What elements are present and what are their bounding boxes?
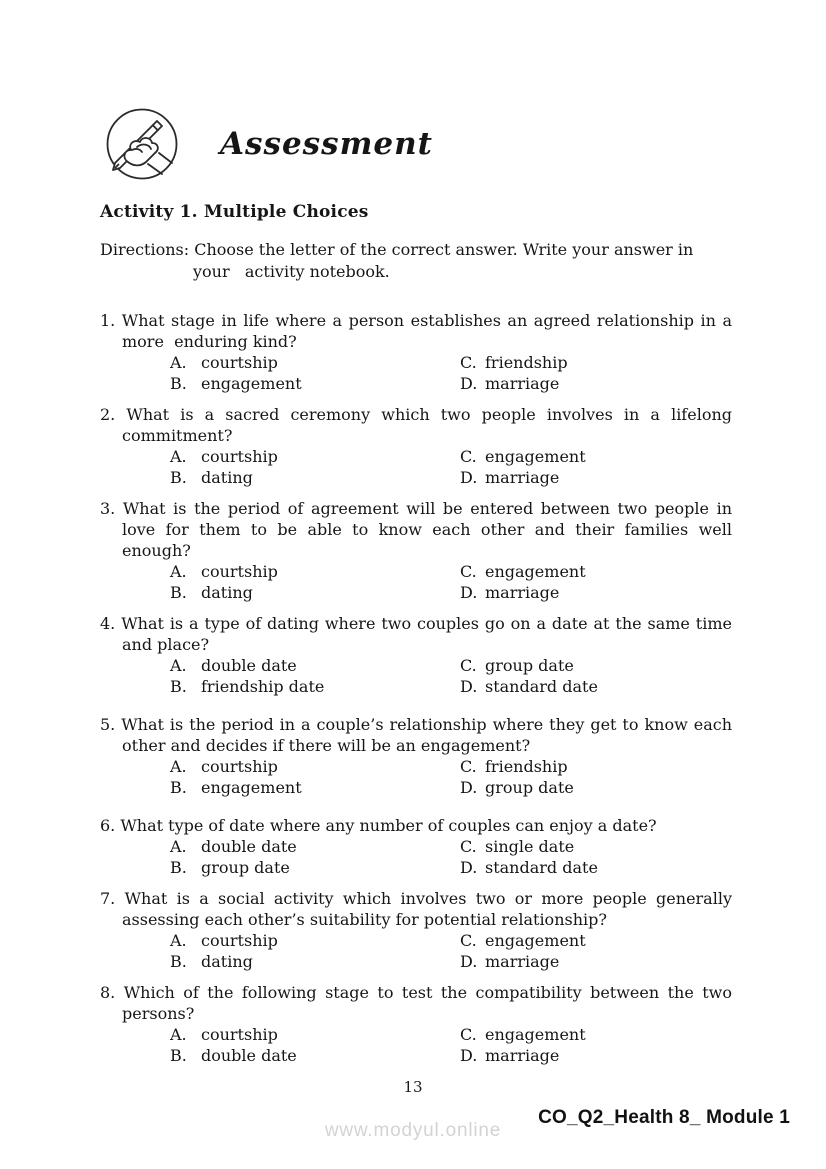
- option-letter: B.: [170, 374, 187, 393]
- option-c: [460, 836, 732, 857]
- options-grid: [170, 446, 732, 488]
- options-grid: [170, 756, 732, 798]
- question-text: [100, 613, 732, 655]
- option-letter: A.: [170, 562, 187, 581]
- option-text: courtship: [201, 447, 278, 466]
- option-c: [460, 1024, 732, 1045]
- option-letter: C.: [460, 353, 477, 372]
- option-text: engagement: [485, 1025, 586, 1044]
- question-number: 2.: [100, 405, 116, 424]
- options-grid: [170, 1024, 732, 1066]
- question-text: [100, 714, 732, 756]
- question-number: 1.: [100, 311, 116, 330]
- option-letter: B.: [170, 778, 187, 797]
- question-number: 7.: [100, 889, 116, 908]
- question-number: 4.: [100, 614, 116, 633]
- question-item-3: [100, 498, 732, 603]
- option-text: standard date: [485, 677, 598, 696]
- option-text: courtship: [201, 931, 278, 950]
- option-text: courtship: [201, 1025, 278, 1044]
- question-body: Which of the following stage to test the compatibility between the two persons?: [122, 983, 732, 1023]
- option-letter: C.: [460, 656, 477, 675]
- directions: [100, 239, 732, 283]
- writing-hand-icon: [104, 106, 180, 182]
- option-b: [170, 1045, 460, 1066]
- option-d: [460, 373, 732, 394]
- option-letter: C.: [460, 562, 477, 581]
- option-letter: C.: [460, 931, 477, 950]
- option-letter: B.: [170, 952, 187, 971]
- option-d: [460, 951, 732, 972]
- option-b: [170, 777, 460, 798]
- question-text: [100, 982, 732, 1024]
- page-number: 13: [403, 1078, 423, 1096]
- option-letter: A.: [170, 931, 187, 950]
- option-text: group date: [201, 858, 290, 877]
- question-text: [100, 310, 732, 352]
- page-content: [100, 106, 732, 1076]
- option-c: [460, 930, 732, 951]
- option-a: [170, 756, 460, 777]
- option-letter: D.: [460, 374, 478, 393]
- options-grid: [170, 352, 732, 394]
- option-text: marriage: [485, 1046, 560, 1065]
- question-body: What stage in life where a person establishes an agreed relationship in a more enduring kind?: [121, 311, 733, 351]
- question-number: 3.: [100, 499, 116, 518]
- options-grid: [170, 655, 732, 697]
- option-text: engagement: [485, 931, 586, 950]
- option-text: courtship: [201, 562, 278, 581]
- question-body: What is the period of agreement will be entered between two people in love for them to be able to know each other and their families well enough?: [122, 499, 732, 560]
- option-text: engagement: [201, 778, 302, 797]
- option-d: [460, 582, 732, 603]
- option-letter: C.: [460, 447, 477, 466]
- question-body: What type of date where any number of couples can enjoy a date?: [120, 816, 657, 835]
- option-text: engagement: [201, 374, 302, 393]
- option-letter: D.: [460, 778, 478, 797]
- question-body: What is a sacred ceremony which two people involves in a lifelong commitment?: [122, 405, 732, 445]
- assessment-header: [104, 106, 732, 182]
- option-letter: D.: [460, 468, 478, 487]
- option-d: [460, 676, 732, 697]
- question-body: What is a type of dating where two couples go on a date at the same time and place?: [121, 614, 732, 654]
- option-text: double date: [201, 837, 297, 856]
- question-item-4: [100, 613, 732, 697]
- option-b: [170, 373, 460, 394]
- option-text: marriage: [485, 583, 560, 602]
- option-d: [460, 857, 732, 878]
- option-letter: D.: [460, 1046, 478, 1065]
- option-letter: C.: [460, 837, 477, 856]
- question-list: [100, 310, 732, 1066]
- option-text: marriage: [485, 952, 560, 971]
- option-a: [170, 352, 460, 373]
- option-letter: A.: [170, 1025, 187, 1044]
- option-b: [170, 582, 460, 603]
- option-letter: A.: [170, 837, 187, 856]
- option-c: [460, 561, 732, 582]
- option-c: [460, 756, 732, 777]
- option-text: standard date: [485, 858, 598, 877]
- question-item-8: [100, 982, 732, 1066]
- option-b: [170, 676, 460, 697]
- option-text: double date: [201, 656, 297, 675]
- option-a: [170, 836, 460, 857]
- directions-line-2: your activity notebook.: [193, 262, 390, 281]
- question-text: [100, 888, 732, 930]
- question-item-6: [100, 815, 732, 878]
- option-b: [170, 857, 460, 878]
- question-item-5: [100, 714, 732, 798]
- option-letter: A.: [170, 353, 187, 372]
- option-letter: D.: [460, 677, 478, 696]
- question-number: 8.: [100, 983, 116, 1002]
- option-a: [170, 930, 460, 951]
- option-letter: B.: [170, 1046, 187, 1065]
- option-letter: A.: [170, 447, 187, 466]
- option-letter: D.: [460, 583, 478, 602]
- option-letter: D.: [460, 858, 478, 877]
- option-text: marriage: [485, 374, 560, 393]
- option-text: friendship: [485, 353, 568, 372]
- question-item-7: [100, 888, 732, 972]
- option-letter: C.: [460, 1025, 477, 1044]
- question-item-2: [100, 404, 732, 488]
- option-text: group date: [485, 778, 574, 797]
- activity-heading: Activity 1. Multiple Choices: [100, 202, 369, 222]
- option-d: [460, 467, 732, 488]
- option-text: single date: [485, 837, 575, 856]
- directions-line-1: Directions: Choose the letter of the correct answer. Write your answer in: [100, 240, 694, 259]
- options-grid: [170, 930, 732, 972]
- option-d: [460, 1045, 732, 1066]
- option-text: courtship: [201, 757, 278, 776]
- options-grid: [170, 836, 732, 878]
- option-text: courtship: [201, 353, 278, 372]
- option-text: group date: [485, 656, 574, 675]
- option-a: [170, 655, 460, 676]
- option-a: [170, 1024, 460, 1045]
- watermark: www.modyul.online: [324, 1120, 502, 1141]
- question-text: [100, 815, 732, 836]
- option-letter: B.: [170, 583, 187, 602]
- options-grid: [170, 561, 732, 603]
- question-body: What is the period in a couple’s relationship where they get to know each other and decides if there will be an engagement?: [121, 715, 733, 755]
- option-text: engagement: [485, 447, 586, 466]
- option-letter: C.: [460, 757, 477, 776]
- option-c: [460, 446, 732, 467]
- option-letter: A.: [170, 757, 187, 776]
- question-body: What is a social activity which involves two or more people generally assessing each other’s suitability for potential relationship?: [122, 889, 732, 929]
- option-text: friendship date: [201, 677, 325, 696]
- option-letter: A.: [170, 656, 187, 675]
- question-number: 5.: [100, 715, 116, 734]
- option-c: [460, 352, 732, 373]
- question-text: [100, 498, 732, 561]
- option-text: double date: [201, 1046, 297, 1065]
- option-text: dating: [201, 583, 253, 602]
- question-text: [100, 404, 732, 446]
- option-text: dating: [201, 952, 253, 971]
- page-title: Assessment: [220, 126, 433, 162]
- option-text: dating: [201, 468, 253, 487]
- module-footer-label: CO_Q2_Health 8_ Module 1: [538, 1107, 790, 1128]
- option-text: marriage: [485, 468, 560, 487]
- option-a: [170, 446, 460, 467]
- option-letter: D.: [460, 952, 478, 971]
- option-letter: B.: [170, 677, 187, 696]
- option-text: engagement: [485, 562, 586, 581]
- option-letter: B.: [170, 468, 187, 487]
- question-item-1: [100, 310, 732, 394]
- option-d: [460, 777, 732, 798]
- option-b: [170, 951, 460, 972]
- option-b: [170, 467, 460, 488]
- option-text: friendship: [485, 757, 568, 776]
- option-c: [460, 655, 732, 676]
- option-a: [170, 561, 460, 582]
- option-letter: B.: [170, 858, 187, 877]
- question-number: 6.: [100, 816, 116, 835]
